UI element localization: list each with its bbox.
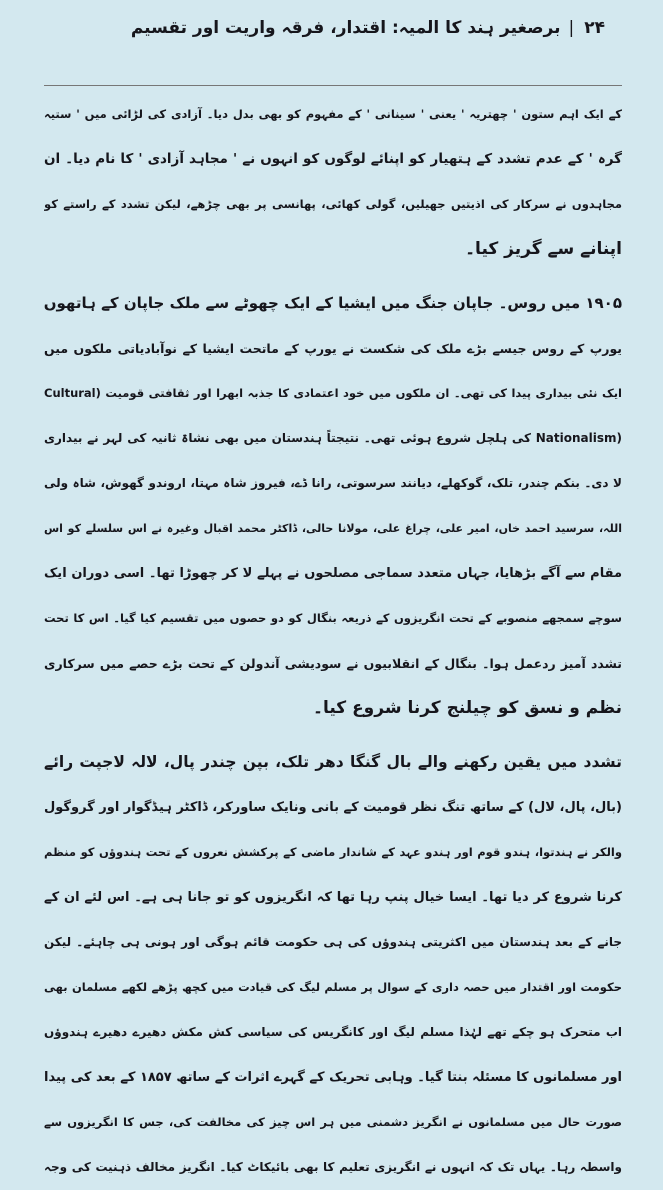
text-line: تشدد آمیز ردعمل ہوا۔ بنگال کے انقلابیوں نے سودیشی آندولن کے تحت بڑے حصے میں سرکاری bbox=[44, 656, 622, 671]
text-line: حکومت اور اقتدار میں حصہ داری کے سوال پر مسلم لیگ کی قیادت میں کچھ پڑھے لکھے مسلمان بھی bbox=[44, 980, 622, 994]
running-header bbox=[131, 8, 605, 48]
text-line: اللہ، سرسید احمد خاں، امیر علی، چراغ علی، مولانا حالی، ڈاکٹر محمد اقبال وغیرہ نے اس سلسلے کو اس bbox=[44, 522, 622, 535]
text-line: ایک نئی بیداری پیدا کی تھی۔ ان ملکوں میں خود اعتمادی کا جذبہ ابھرا اور ثقافتی قومیت (Cultural bbox=[44, 386, 622, 400]
text-line: سوچے سمجھے منصوبے کے تحت انگریزوں کے ذریعہ بنگال کو دو حصوں میں تقسیم کیا گیا۔ اس کا تحت bbox=[44, 611, 622, 625]
text-line: لا دی۔ بنکم چندر، تلک، گوکھلے، دیانند سرسوتی، رانا ڈے، فیروز شاہ مہتا، اروندو گھوش، شاہ ولی bbox=[44, 476, 622, 490]
text-line: مجاہدوں نے سرکار کی اذیتیں جھیلیں، گولی کھائی، پھانسی پر بھی چڑھے، لیکن تشدد کے راستے کو bbox=[44, 197, 622, 211]
text-line: مقام سے آگے بڑھایا، جہاں متعدد سماجی مصلحوں نے پہلے لا کر چھوڑا تھا۔ اسی دوران ایک bbox=[44, 566, 622, 581]
page-number: ۲۴ bbox=[584, 18, 605, 38]
text-line: کرنا شروع کر دیا تھا۔ ایسا خیال پنپ رہا تھا کہ انگریزوں کو تو جانا ہی ہے۔ اس لئے ان کے bbox=[44, 890, 622, 905]
text-line: یورپ کے روس جیسے بڑے ملک کی شکست نے یورپ کے ماتحت ایشیا کے نوآبادیاتی ملکوں میں bbox=[44, 341, 622, 356]
page-body bbox=[44, 92, 622, 1190]
text-line: تشدد میں یقین رکھنے والے بال گنگا دھر تلک، بپن چندر پال، لالہ لاجپت رائے bbox=[44, 753, 622, 771]
header-separator: | bbox=[568, 18, 575, 38]
text-line: (بال، پال، لال) کے ساتھ تنگ نظر قومیت کے بانی ونایک ساورکر، ڈاکٹر ہیڈگوار اور گروگول bbox=[44, 800, 622, 815]
text-line: اپنانے سے گریز کیا۔ bbox=[465, 239, 622, 259]
book-title: برصغیر ہند کا المیہ: اقتدار، فرقہ واریت اور تقسیم bbox=[130, 18, 561, 38]
text-line: ۱۹۰۵ میں روس۔ جاپان جنگ میں ایشیا کے ایک چھوٹے سے ملک جاپان کے ہاتھوں bbox=[44, 294, 622, 312]
text-line: اور مسلمانوں کا مسئلہ بنتا گیا۔ وہابی تحریک کے گہرے اثرات کے ساتھ ۱۸۵۷ کے بعد کی پیدا bbox=[44, 1070, 622, 1085]
paragraph-3 bbox=[44, 740, 622, 1190]
text-line: اب متحرک ہو چکے تھے لہٰذا مسلم لیگ اور کانگریس کی سیاسی کش مکش دھیرے دھیرے ہندوؤں bbox=[44, 1025, 622, 1039]
text-line: کے ایک اہم ستون ' چھتریہ ' یعنی ' سینانی ' کے مفہوم کو بھی بدل دیا۔ آزادی کی لڑائی میں ' ستیہ bbox=[44, 107, 622, 121]
text-line: (Nationalism کی ہلچل شروع ہوئی تھی۔ نتیجتاً ہندستان میں بھی نشاۃ ثانیہ کی لہر نے بیداری bbox=[44, 431, 622, 445]
text-line: گرہ ' کے عدم تشدد کے ہتھیار کو اپنائے لوگوں کو انہوں نے ' مجاہد آزادی ' کا نام دیا۔ ان bbox=[44, 151, 622, 167]
paragraph-gap bbox=[44, 731, 622, 740]
header-rule bbox=[44, 85, 622, 86]
paragraph-gap bbox=[44, 272, 622, 281]
text-line: والکر نے ہندتوا، ہندو قوم اور ہندو عہد کے شاندار ماضی کے پرکشش نعروں کے تحت ہندوؤں کو منظم bbox=[44, 845, 622, 859]
text-line: واسطہ رہا۔ یہاں تک کہ انہوں نے انگریزی تعلیم کا بھی بائیکاٹ کیا۔ انگریز مخالف ذہنیت کی وجہ bbox=[44, 1160, 622, 1174]
paragraph-1 bbox=[44, 92, 622, 272]
text-line: نظم و نسق کو چیلنج کرنا شروع کیا۔ bbox=[312, 698, 622, 718]
paragraph-2 bbox=[44, 281, 622, 731]
text-line: جانے کے بعد ہندستان میں اکثریتی ہندوؤں کی ہی حکومت قائم ہوگی اور ہونی ہی چاہئے۔ لیکن bbox=[44, 935, 622, 949]
text-line: صورت حال میں مسلمانوں نے انگریز دشمنی میں ہر اس چیز کی مخالفت کی، جس کا انگریزوں سے bbox=[44, 1115, 622, 1129]
